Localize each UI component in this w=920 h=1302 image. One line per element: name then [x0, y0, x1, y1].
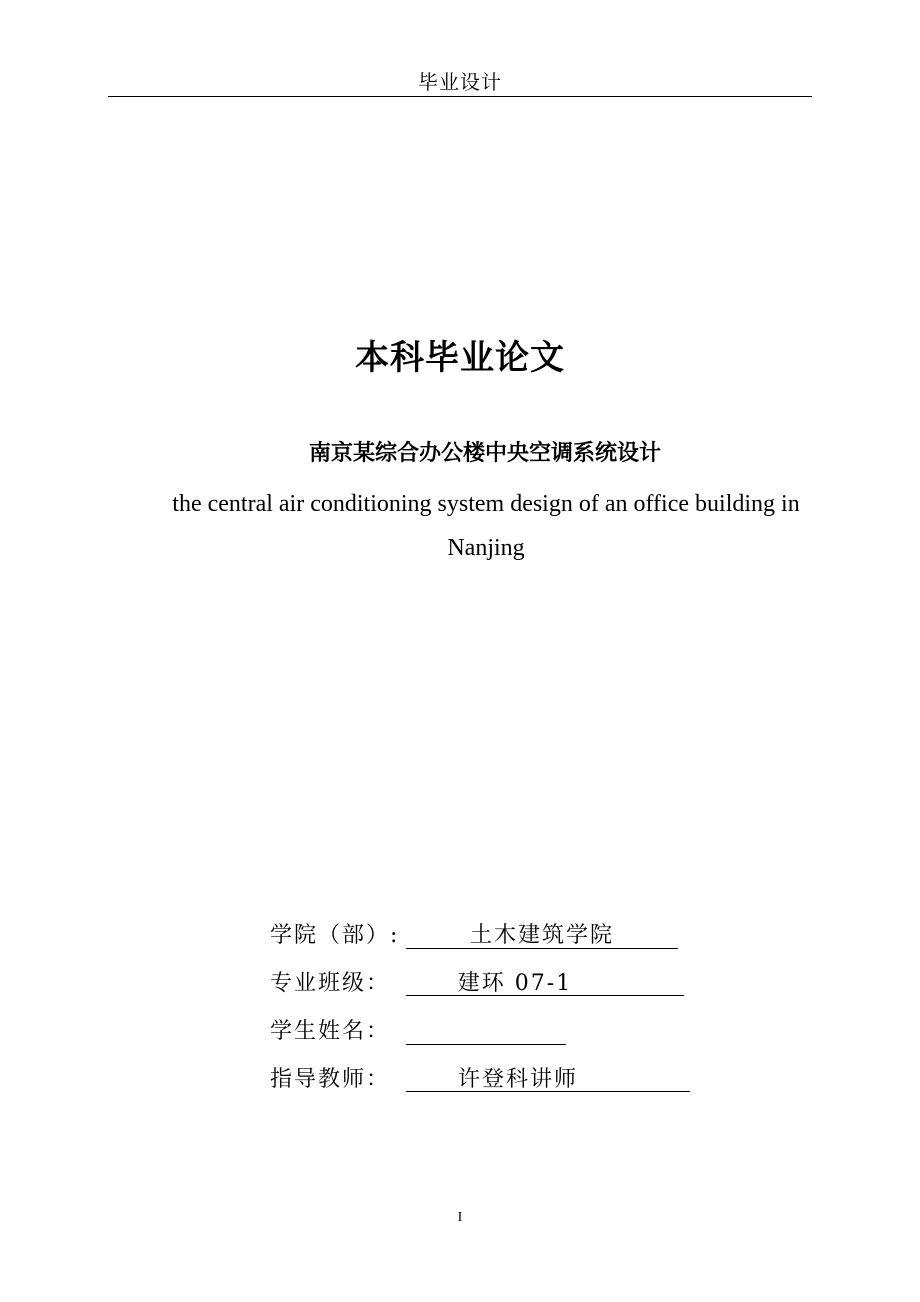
english-thesis-title: the central air conditioning system design of an office building in Nanjing — [172, 491, 800, 561]
page-header — [108, 62, 812, 97]
advisor-label: 指导教师： — [270, 1067, 391, 1092]
school-label: 学院（部）: — [270, 923, 400, 948]
class-label: 专业班级： — [270, 971, 391, 996]
chinese-thesis-title: 南京某综合办公楼中央空调系统设计 — [308, 441, 661, 466]
student-name-value — [406, 1014, 566, 1045]
header-title: 毕业设计 — [418, 70, 502, 94]
student-name-label: 学生姓名： — [270, 1019, 391, 1044]
school-value: 土木建筑学院 — [406, 918, 678, 949]
advisor-value: 许登科讲师 — [406, 1062, 690, 1092]
main-title: 本科毕业论文 — [355, 338, 565, 378]
class-value: 建环 07-1 — [406, 966, 684, 996]
page-number: I — [457, 1210, 463, 1225]
